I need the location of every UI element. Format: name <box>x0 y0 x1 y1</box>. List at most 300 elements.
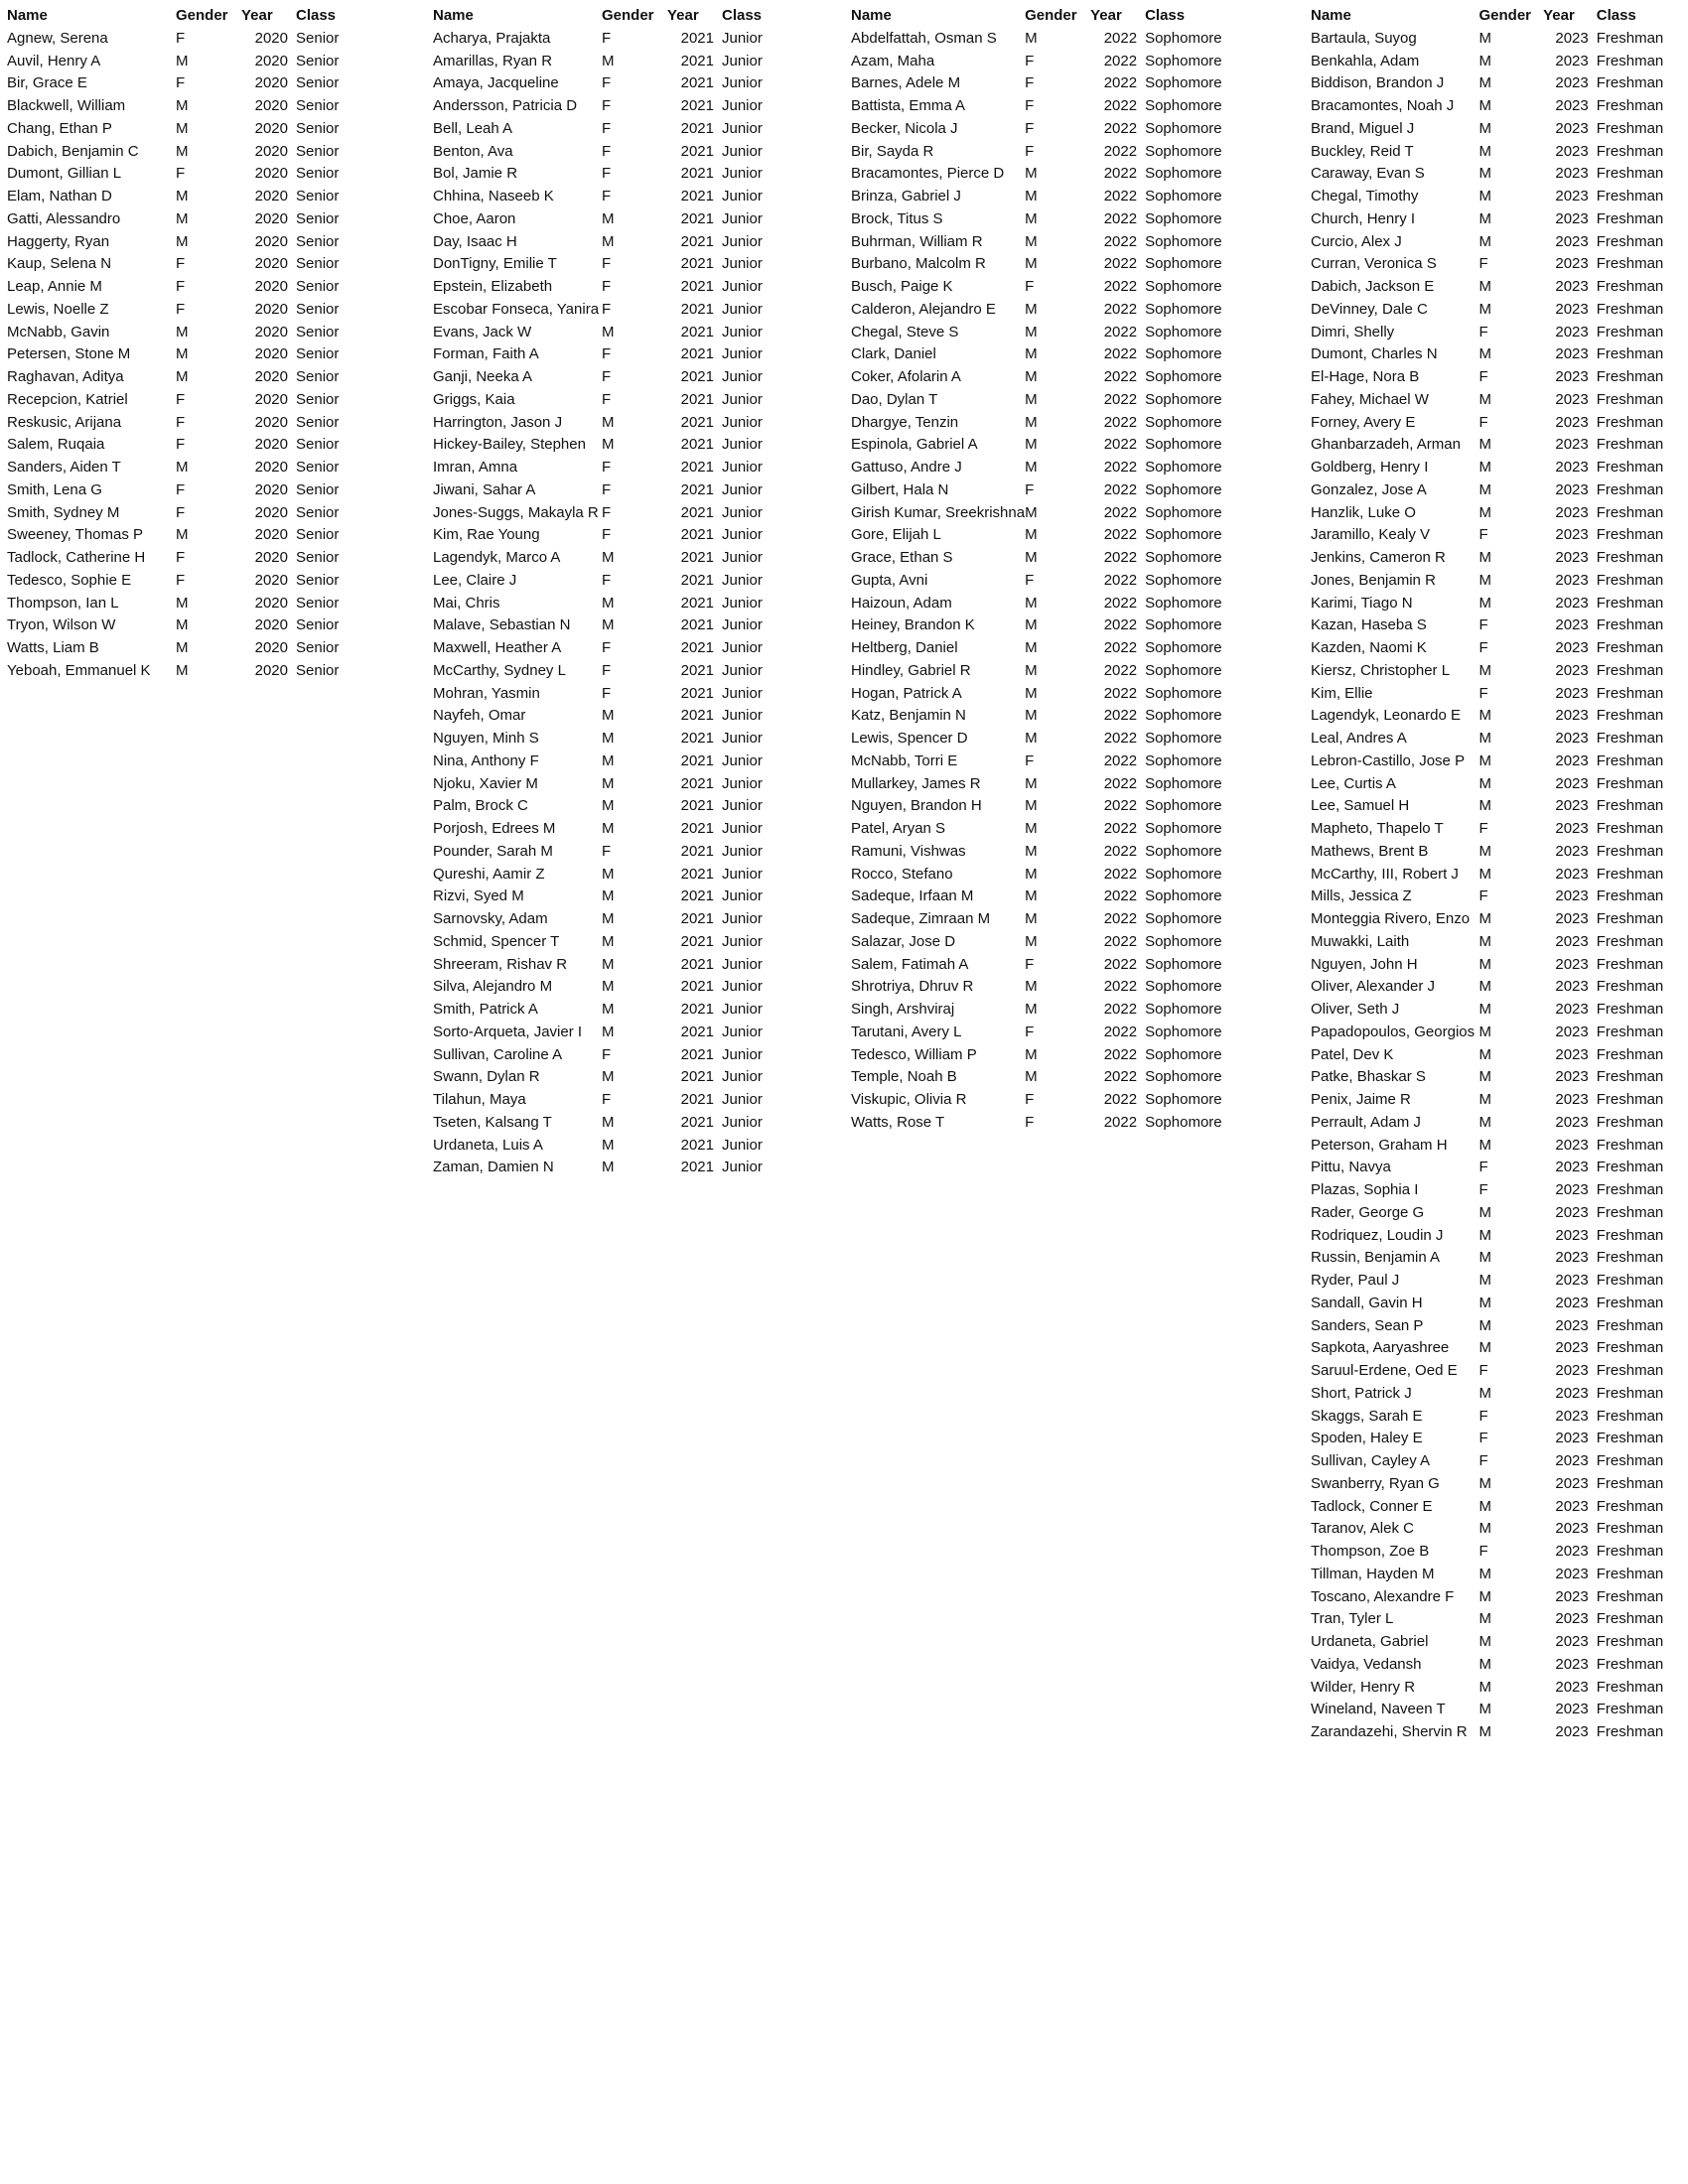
year-cell: 2022 <box>1103 616 1138 634</box>
gender-cell: F <box>176 503 186 521</box>
student-name-cell: Imran, Amna <box>433 459 518 476</box>
student-name-cell: Gore, Elijah L <box>851 526 941 544</box>
class-cell: Junior <box>722 255 763 273</box>
table-row <box>433 51 816 73</box>
class-cell: Sophomore <box>1145 165 1222 183</box>
table-row <box>1311 1360 1688 1383</box>
gender-cell: M <box>1025 368 1038 385</box>
table-row <box>433 637 816 660</box>
year-cell: 2023 <box>1555 1068 1589 1086</box>
class-cell: Freshman <box>1596 1610 1664 1628</box>
table-row <box>433 908 816 931</box>
table-row <box>1311 1450 1688 1473</box>
header-name: Name <box>433 7 474 24</box>
class-cell: Freshman <box>1596 1272 1664 1289</box>
student-name-cell: DeVinney, Dale C <box>1311 300 1428 318</box>
class-cell: Freshman <box>1596 52 1664 69</box>
year-cell: 2021 <box>680 1068 714 1086</box>
table-row <box>851 163 1239 186</box>
table-row <box>433 818 816 841</box>
header-name: Name <box>7 7 48 24</box>
class-cell: Junior <box>722 1045 763 1063</box>
student-name-cell: Sanders, Sean P <box>1311 1316 1424 1334</box>
year-cell: 2023 <box>1555 774 1589 792</box>
gender-cell: M <box>176 97 189 114</box>
year-cell: 2021 <box>680 707 714 725</box>
table-row <box>851 253 1239 276</box>
gender-cell: F <box>1025 955 1035 973</box>
roster-table <box>7 5 390 683</box>
student-name-cell: Jenkins, Cameron R <box>1311 549 1446 566</box>
student-name-cell: Tedesco, Sophie E <box>7 571 132 589</box>
year-cell: 2023 <box>1555 1543 1589 1560</box>
roster-column-seniors <box>7 5 390 683</box>
class-cell: Freshman <box>1596 797 1664 815</box>
student-name-cell: Tarutani, Avery L <box>851 1023 962 1040</box>
table-row <box>433 479 816 502</box>
class-cell: Junior <box>722 730 763 747</box>
gender-cell: M <box>1478 1474 1491 1492</box>
table-row <box>851 841 1239 864</box>
student-name-cell: Brinza, Gabriel J <box>851 188 961 205</box>
student-name-cell: Lee, Curtis A <box>1311 774 1396 792</box>
student-name-cell: Coker, Afolarin A <box>851 368 961 385</box>
table-row <box>433 457 816 479</box>
year-cell: 2021 <box>680 165 714 183</box>
table-row <box>1311 547 1688 570</box>
student-name-cell: Calderon, Alejandro E <box>851 300 996 318</box>
table-row <box>1311 141 1688 164</box>
table-row <box>851 299 1239 322</box>
table-row <box>7 28 390 51</box>
class-cell: Senior <box>296 413 340 431</box>
class-cell: Senior <box>296 142 340 160</box>
year-cell: 2023 <box>1555 707 1589 725</box>
student-name-cell: Salem, Fatimah A <box>851 955 969 973</box>
student-name-cell: Ryder, Paul J <box>1311 1272 1400 1289</box>
gender-cell: F <box>602 639 612 656</box>
gender-cell: M <box>1478 1226 1491 1244</box>
student-name-cell: Goldberg, Henry I <box>1311 459 1429 476</box>
gender-cell: F <box>602 142 612 160</box>
student-name-cell: Sadeque, Zimraan M <box>851 910 991 927</box>
student-name-cell: Pounder, Sarah M <box>433 842 553 860</box>
year-cell: 2021 <box>680 503 714 521</box>
class-cell: Junior <box>722 661 763 679</box>
class-cell: Freshman <box>1596 730 1664 747</box>
table-row <box>1311 1541 1688 1564</box>
year-cell: 2022 <box>1103 549 1138 566</box>
student-name-cell: Biddison, Brandon J <box>1311 74 1445 92</box>
header-row <box>851 5 1239 28</box>
table-row <box>851 186 1239 208</box>
gender-cell: M <box>602 52 615 69</box>
year-cell: 2023 <box>1555 594 1589 612</box>
gender-cell: M <box>176 594 189 612</box>
student-name-cell: Patel, Aryan S <box>851 820 946 837</box>
class-cell: Junior <box>722 368 763 385</box>
gender-cell: M <box>602 707 615 725</box>
student-name-cell: Forman, Faith A <box>433 345 539 363</box>
class-cell: Junior <box>722 480 763 498</box>
student-name-cell: Blackwell, William <box>7 97 126 114</box>
table-row <box>1311 705 1688 728</box>
year-cell: 2022 <box>1103 730 1138 747</box>
student-name-cell: Dabich, Jackson E <box>1311 278 1435 295</box>
table-row <box>7 524 390 547</box>
student-name-cell: Sorto-Arqueta, Javier I <box>433 1023 583 1040</box>
table-row <box>851 412 1239 435</box>
table-row <box>851 389 1239 412</box>
gender-cell: M <box>176 142 189 160</box>
gender-cell: F <box>1025 74 1035 92</box>
student-name-cell: Pittu, Navya <box>1311 1159 1391 1176</box>
gender-cell: F <box>602 661 612 679</box>
table-row <box>851 660 1239 683</box>
student-name-cell: Day, Isaac H <box>433 232 517 250</box>
year-cell: 2023 <box>1555 165 1589 183</box>
student-name-cell: Sullivan, Caroline A <box>433 1045 563 1063</box>
year-cell: 2023 <box>1555 1272 1589 1289</box>
class-cell: Sophomore <box>1145 526 1222 544</box>
student-name-cell: Ghanbarzadeh, Arman <box>1311 436 1461 454</box>
gender-cell: M <box>1478 345 1491 363</box>
table-row <box>1311 502 1688 525</box>
class-cell: Sophomore <box>1145 707 1222 725</box>
gender-cell: F <box>176 255 186 273</box>
class-cell: Freshman <box>1596 1023 1664 1040</box>
class-cell: Freshman <box>1596 459 1664 476</box>
class-cell: Freshman <box>1596 594 1664 612</box>
gender-cell: M <box>1478 1001 1491 1018</box>
year-cell: 2021 <box>680 797 714 815</box>
year-cell: 2023 <box>1555 459 1589 476</box>
student-name-cell: Bell, Leah A <box>433 119 513 137</box>
year-cell: 2021 <box>680 549 714 566</box>
student-name-cell: Ganji, Neeka A <box>433 368 533 385</box>
student-name-cell: Tseten, Kalsang T <box>433 1113 552 1131</box>
class-cell: Freshman <box>1596 1068 1664 1086</box>
student-name-cell: Swanberry, Ryan G <box>1311 1474 1440 1492</box>
student-name-cell: Smith, Sydney M <box>7 503 120 521</box>
student-name-cell: Barnes, Adele M <box>851 74 961 92</box>
table-row <box>1311 479 1688 502</box>
student-name-cell: Rocco, Stefano <box>851 865 953 883</box>
class-cell: Senior <box>296 436 340 454</box>
gender-cell: F <box>176 74 186 92</box>
table-row <box>1311 253 1688 276</box>
gender-cell: M <box>1025 188 1038 205</box>
table-row <box>433 343 816 366</box>
table-row <box>1311 795 1688 818</box>
student-name-cell: Tran, Tyler L <box>1311 1610 1394 1628</box>
table-row <box>433 593 816 615</box>
year-cell: 2022 <box>1103 278 1138 295</box>
table-row <box>851 208 1239 231</box>
student-name-cell: Abdelfattah, Osman S <box>851 29 997 47</box>
year-cell: 2023 <box>1555 436 1589 454</box>
student-name-cell: Evans, Jack W <box>433 323 532 341</box>
gender-cell: M <box>1478 278 1491 295</box>
gender-cell: M <box>602 1113 615 1131</box>
gender-cell: F <box>1025 142 1035 160</box>
table-row <box>851 547 1239 570</box>
class-cell: Sophomore <box>1145 616 1222 634</box>
table-row <box>851 1066 1239 1089</box>
gender-cell: M <box>1478 549 1491 566</box>
student-name-cell: Lewis, Spencer D <box>851 730 968 747</box>
table-row <box>7 208 390 231</box>
table-row <box>433 163 816 186</box>
student-name-cell: Kaup, Selena N <box>7 255 112 273</box>
year-cell: 2021 <box>680 142 714 160</box>
student-name-cell: Mullarkey, James R <box>851 774 981 792</box>
class-cell: Sophomore <box>1145 594 1222 612</box>
class-cell: Junior <box>722 1068 763 1086</box>
gender-cell: F <box>176 480 186 498</box>
table-row <box>1311 343 1688 366</box>
year-cell: 2020 <box>254 594 288 612</box>
gender-cell: F <box>176 571 186 589</box>
gender-cell: M <box>176 188 189 205</box>
table-row <box>1311 751 1688 773</box>
year-cell: 2023 <box>1555 52 1589 69</box>
year-cell: 2022 <box>1103 188 1138 205</box>
class-cell: Sophomore <box>1145 232 1222 250</box>
roster-column-juniors <box>433 5 816 1179</box>
class-cell: Senior <box>296 278 340 295</box>
student-name-cell: Grace, Ethan S <box>851 549 953 566</box>
student-name-cell: Mathews, Brent B <box>1311 842 1429 860</box>
table-row <box>1311 841 1688 864</box>
class-cell: Freshman <box>1596 1474 1664 1492</box>
gender-cell: M <box>1478 74 1491 92</box>
table-row <box>1311 1135 1688 1158</box>
class-cell: Freshman <box>1596 1587 1664 1605</box>
gender-cell: M <box>1478 142 1491 160</box>
table-row <box>1311 1721 1688 1744</box>
gender-cell: M <box>602 932 615 950</box>
table-row <box>851 72 1239 95</box>
gender-cell: F <box>602 97 612 114</box>
class-cell: Sophomore <box>1145 413 1222 431</box>
student-name-cell: Njoku, Xavier M <box>433 774 538 792</box>
table-row <box>433 570 816 593</box>
table-row <box>1311 1428 1688 1450</box>
table-row <box>433 773 816 796</box>
student-name-cell: Tadlock, Conner E <box>1311 1497 1433 1515</box>
table-row <box>1311 954 1688 977</box>
gender-cell: M <box>1478 1339 1491 1357</box>
gender-cell: F <box>1025 1023 1035 1040</box>
table-row <box>851 1022 1239 1044</box>
class-cell: Freshman <box>1596 1339 1664 1357</box>
class-cell: Sophomore <box>1145 887 1222 905</box>
year-cell: 2022 <box>1103 820 1138 837</box>
gender-cell: M <box>1025 774 1038 792</box>
gender-cell: M <box>1478 1249 1491 1267</box>
year-cell: 2021 <box>680 323 714 341</box>
year-cell: 2023 <box>1555 29 1589 47</box>
student-name-cell: Oliver, Alexander J <box>1311 978 1436 996</box>
class-cell: Senior <box>296 594 340 612</box>
student-name-cell: Dimri, Shelly <box>1311 323 1395 341</box>
gender-cell: F <box>1478 323 1488 341</box>
class-cell: Freshman <box>1596 1543 1664 1560</box>
class-cell: Freshman <box>1596 1045 1664 1063</box>
year-cell: 2021 <box>680 1023 714 1040</box>
class-cell: Freshman <box>1596 661 1664 679</box>
student-name-cell: Lee, Claire J <box>433 571 517 589</box>
header-class: Class <box>1145 7 1186 24</box>
student-name-cell: McCarthy, Sydney L <box>433 661 566 679</box>
gender-cell: M <box>1478 119 1491 137</box>
gender-cell: M <box>1478 932 1491 950</box>
gender-cell: M <box>602 436 615 454</box>
table-row <box>1311 1473 1688 1496</box>
year-cell: 2021 <box>680 345 714 363</box>
table-row <box>7 570 390 593</box>
year-cell: 2023 <box>1555 1316 1589 1334</box>
gender-cell: M <box>1478 1520 1491 1538</box>
class-cell: Sophomore <box>1145 978 1222 996</box>
class-cell: Freshman <box>1596 74 1664 92</box>
table-row <box>851 434 1239 457</box>
table-row <box>433 841 816 864</box>
class-cell: Junior <box>722 571 763 589</box>
gender-cell: M <box>1478 165 1491 183</box>
student-name-cell: Kiersz, Christopher L <box>1311 661 1451 679</box>
year-cell: 2020 <box>254 661 288 679</box>
student-name-cell: Auvil, Henry A <box>7 52 101 69</box>
student-name-cell: Nguyen, Brandon H <box>851 797 982 815</box>
gender-cell: F <box>176 390 186 408</box>
gender-cell: M <box>1025 323 1038 341</box>
gender-cell: M <box>602 1001 615 1018</box>
student-name-cell: Jones, Benjamin R <box>1311 571 1436 589</box>
gender-cell: M <box>1025 820 1038 837</box>
gender-cell: M <box>1025 1001 1038 1018</box>
gender-cell: M <box>1478 1633 1491 1650</box>
gender-cell: M <box>176 459 189 476</box>
year-cell: 2021 <box>680 97 714 114</box>
table-row <box>7 253 390 276</box>
table-row <box>1311 1518 1688 1541</box>
student-name-cell: Maxwell, Heather A <box>433 639 562 656</box>
gender-cell: F <box>1478 413 1488 431</box>
class-cell: Junior <box>722 820 763 837</box>
gender-cell: M <box>1025 932 1038 950</box>
year-cell: 2023 <box>1555 730 1589 747</box>
year-cell: 2021 <box>680 820 714 837</box>
gender-cell: M <box>176 52 189 69</box>
roster-column-freshmen <box>1311 5 1688 1744</box>
student-name-cell: Escobar Fonseca, Yanira <box>433 300 600 318</box>
table-row <box>1311 976 1688 999</box>
table-row <box>433 276 816 299</box>
student-name-cell: Shreeram, Rishav R <box>433 955 568 973</box>
class-cell: Freshman <box>1596 209 1664 227</box>
year-cell: 2023 <box>1555 1001 1589 1018</box>
year-cell: 2023 <box>1555 232 1589 250</box>
year-cell: 2021 <box>680 639 714 656</box>
class-cell: Junior <box>722 1159 763 1176</box>
gender-cell: M <box>1025 503 1038 521</box>
class-cell: Junior <box>722 932 763 950</box>
year-cell: 2020 <box>254 232 288 250</box>
gender-cell: F <box>602 503 612 521</box>
gender-cell: M <box>176 661 189 679</box>
table-row <box>851 457 1239 479</box>
gender-cell: F <box>602 1091 612 1108</box>
table-row <box>1311 1247 1688 1270</box>
gender-cell: F <box>1478 1362 1488 1379</box>
year-cell: 2023 <box>1555 1565 1589 1582</box>
gender-cell: M <box>602 1023 615 1040</box>
year-cell: 2021 <box>680 209 714 227</box>
table-row <box>851 366 1239 389</box>
table-row <box>433 931 816 954</box>
year-cell: 2021 <box>680 1001 714 1018</box>
gender-cell: M <box>1025 345 1038 363</box>
class-cell: Senior <box>296 368 340 385</box>
header-name: Name <box>851 7 892 24</box>
student-name-cell: Swann, Dylan R <box>433 1068 540 1086</box>
gender-cell: M <box>1025 661 1038 679</box>
student-name-cell: Dumont, Gillian L <box>7 165 122 183</box>
class-cell: Senior <box>296 459 340 476</box>
student-name-cell: Dabich, Benjamin C <box>7 142 139 160</box>
gender-cell: M <box>1478 52 1491 69</box>
header-row <box>7 5 390 28</box>
table-row <box>1311 999 1688 1022</box>
header-class: Class <box>296 7 337 24</box>
year-cell: 2023 <box>1555 887 1589 905</box>
table-row <box>433 1157 816 1179</box>
table-row <box>1311 457 1688 479</box>
year-cell: 2021 <box>680 730 714 747</box>
table-row <box>433 999 816 1022</box>
gender-cell: F <box>602 300 612 318</box>
year-cell: 2023 <box>1555 661 1589 679</box>
table-row <box>7 389 390 412</box>
table-row <box>433 502 816 525</box>
gender-cell: M <box>602 323 615 341</box>
student-name-cell: Schmid, Spencer T <box>433 932 560 950</box>
gender-cell: M <box>1478 1497 1491 1515</box>
student-name-cell: Recepcion, Katriel <box>7 390 128 408</box>
gender-cell: M <box>602 978 615 996</box>
student-name-cell: Zarandazehi, Shervin R <box>1311 1723 1468 1740</box>
class-cell: Junior <box>722 142 763 160</box>
year-cell: 2022 <box>1103 1113 1138 1131</box>
student-name-cell: Lagendyk, Leonardo E <box>1311 707 1461 725</box>
year-cell: 2021 <box>680 526 714 544</box>
student-name-cell: Urdaneta, Luis A <box>433 1136 543 1154</box>
class-cell: Sophomore <box>1145 865 1222 883</box>
student-name-cell: Perrault, Adam J <box>1311 1113 1421 1131</box>
class-cell: Freshman <box>1596 97 1664 114</box>
table-row <box>7 118 390 141</box>
year-cell: 2021 <box>680 751 714 769</box>
student-name-cell: Karimi, Tiago N <box>1311 594 1413 612</box>
class-cell: Sophomore <box>1145 119 1222 137</box>
class-cell: Freshman <box>1596 1701 1664 1718</box>
table-row <box>851 1044 1239 1067</box>
student-name-cell: Choe, Aaron <box>433 209 516 227</box>
gender-cell: M <box>1478 1023 1491 1040</box>
table-row <box>1311 637 1688 660</box>
